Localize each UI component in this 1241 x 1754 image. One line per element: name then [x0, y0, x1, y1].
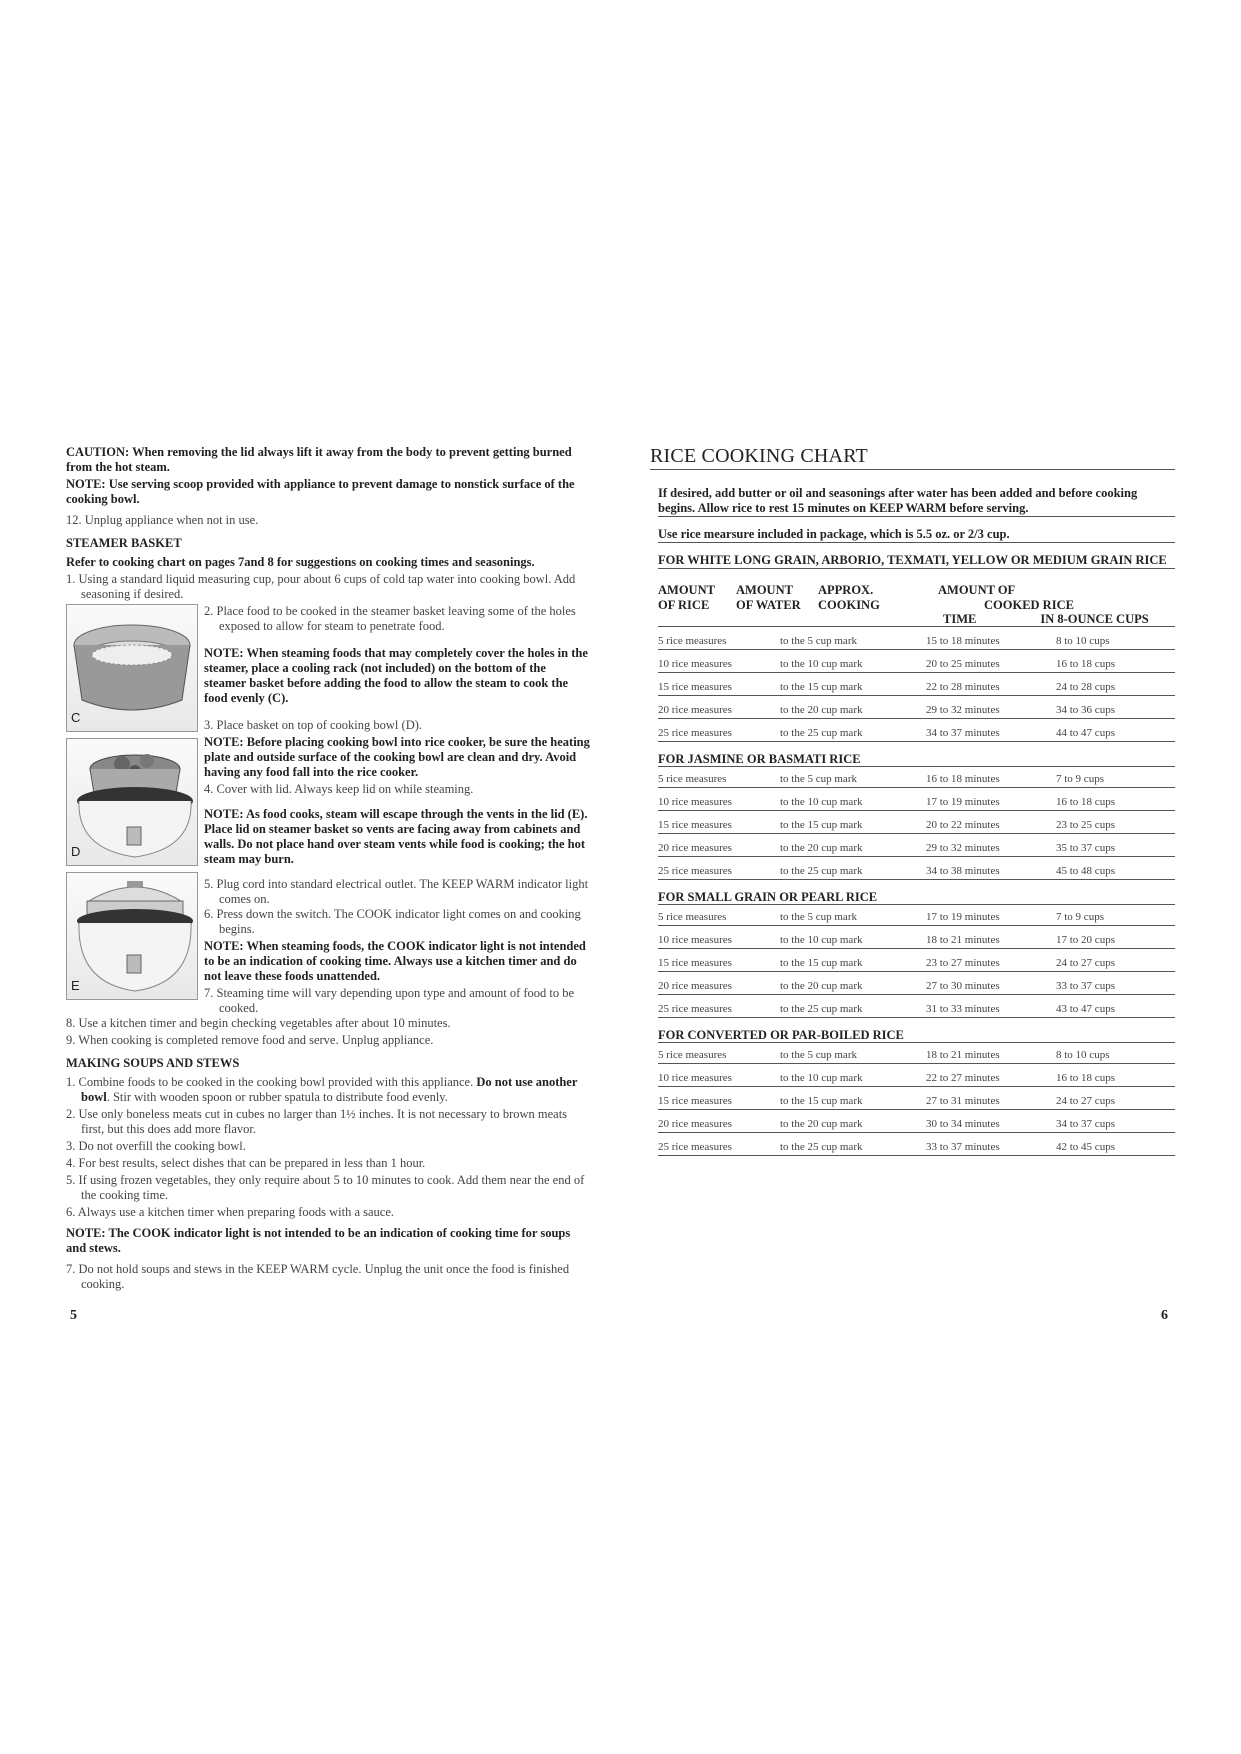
- cooking-time-cell: 17 to 19 minutes: [926, 911, 1000, 923]
- header-amount-rice: [658, 583, 736, 613]
- chart-row: [658, 1093, 1175, 1110]
- cooking-time-cell: 22 to 27 minutes: [926, 1072, 1000, 1084]
- rice-cooker-with-lid-icon: [67, 873, 197, 999]
- page-number-right: 6: [1161, 1308, 1168, 1323]
- chart-header-row: [658, 583, 1175, 613]
- rice-amount-cell: 25 rice measures: [658, 865, 732, 877]
- rice-amount-cell: 10 rice measures: [658, 796, 732, 808]
- figure-side-text: [204, 604, 591, 1016]
- figure-d-label: D: [71, 844, 81, 859]
- cooking-time-cell: 29 to 32 minutes: [926, 842, 1000, 854]
- cooked-rice-cell: 23 to 25 cups: [1056, 819, 1115, 831]
- cooking-time-cell: 34 to 38 minutes: [926, 865, 1000, 877]
- cooking-time-cell: 16 to 18 minutes: [926, 773, 1000, 785]
- cooked-rice-cell: 24 to 28 cups: [1056, 681, 1115, 693]
- figure-e-label: E: [71, 978, 80, 993]
- soups-step-1-c: . Stir with wooden spoon or rubber spatula to distribute food evenly.: [106, 1090, 448, 1104]
- left-page: [66, 445, 591, 1292]
- cooking-time-cell: 17 to 19 minutes: [926, 796, 1000, 808]
- chart-row: [658, 679, 1175, 696]
- rice-amount-cell: 10 rice measures: [658, 658, 732, 670]
- steamer-step-5: 5. Plug cord into standard electrical outlet. The KEEP WARM indicator light comes on.: [204, 877, 589, 906]
- rice-amount-cell: 15 rice measures: [658, 681, 732, 693]
- water-amount-cell: to the 15 cup mark: [780, 681, 863, 693]
- water-amount-cell: to the 25 cup mark: [780, 1141, 863, 1153]
- soups-step-1-b: Do not use another bowl: [81, 1075, 578, 1104]
- cooked-rice-cell: 17 to 20 cups: [1056, 934, 1115, 946]
- chart-row: [658, 1001, 1175, 1018]
- steamer-step-1: 1. Using a standard liquid measuring cup, pour about 6 cups of cold tap water into cooking bowl. Add seasoning if desired.: [66, 572, 576, 601]
- chart-row: [658, 771, 1175, 788]
- steamer-figures-section: [66, 604, 591, 1016]
- caution-text: CAUTION: When removing the lid always lift it away from the body to prevent getting burned from the hot steam.: [66, 445, 572, 474]
- rice-amount-cell: 20 rice measures: [658, 704, 732, 716]
- soups-step-4: 4. For best results, select dishes that can be prepared in less than 1 hour.: [66, 1156, 426, 1170]
- water-amount-cell: to the 20 cup mark: [780, 980, 863, 992]
- water-amount-cell: to the 15 cup mark: [780, 957, 863, 969]
- rice-amount-cell: 5 rice measures: [658, 911, 727, 923]
- cooking-time-cell: 22 to 28 minutes: [926, 681, 1000, 693]
- water-amount-cell: to the 15 cup mark: [780, 1095, 863, 1107]
- note-steam-vents: NOTE: As food cooks, steam will escape through the vents in the lid (E). Place lid on steamer basket so vents are facing away from cabinets and walls. Do not place hand over steam vents while food is cooking; the hot steam may burn.: [204, 807, 588, 866]
- rice-amount-cell: 5 rice measures: [658, 773, 727, 785]
- header-text: AMOUNT OF: [938, 583, 1016, 597]
- soups-step-3: 3. Do not overfill the cooking bowl.: [66, 1139, 246, 1153]
- water-amount-cell: to the 5 cup mark: [780, 635, 857, 647]
- chart-row: [658, 633, 1175, 650]
- header-text: AMOUNT: [736, 583, 793, 597]
- water-amount-cell: to the 20 cup mark: [780, 704, 863, 716]
- cooked-rice-cell: 24 to 27 cups: [1056, 1095, 1115, 1107]
- chart-row: [658, 840, 1175, 857]
- water-amount-cell: to the 5 cup mark: [780, 911, 857, 923]
- chart-category-heading: FOR CONVERTED OR PAR-BOILED RICE: [658, 1028, 1175, 1043]
- note-cooling-rack: NOTE: When steaming foods that may completely cover the holes in the steamer, place a cooling rack (not included) on the bottom of the steamer basket before adding the food to allow the steam to cook the food evenly (C).: [204, 646, 588, 705]
- chart-category-heading: FOR SMALL GRAIN OR PEARL RICE: [658, 890, 1175, 905]
- water-amount-cell: to the 10 cup mark: [780, 934, 863, 946]
- item-12: 12. Unplug appliance when not in use.: [66, 513, 259, 527]
- rice-amount-cell: 5 rice measures: [658, 635, 727, 647]
- chart-groups: [658, 633, 1175, 1156]
- steamer-step-9: 9. When cooking is completed remove food and serve. Unplug appliance.: [66, 1033, 434, 1047]
- cooked-rice-cell: 16 to 18 cups: [1056, 1072, 1115, 1084]
- water-amount-cell: to the 20 cup mark: [780, 842, 863, 854]
- cooked-rice-cell: 16 to 18 cups: [1056, 658, 1115, 670]
- cooking-time-cell: 23 to 27 minutes: [926, 957, 1000, 969]
- header-cooking-time: [818, 583, 938, 613]
- cooking-time-cell: 27 to 30 minutes: [926, 980, 1000, 992]
- chart-row: [658, 863, 1175, 880]
- soups-step-1-a: 1. Combine foods to be cooked in the cooking bowl provided with this appliance.: [66, 1075, 477, 1089]
- rice-amount-cell: 25 rice measures: [658, 1141, 732, 1153]
- cooking-time-cell: 15 to 18 minutes: [926, 635, 1000, 647]
- water-amount-cell: to the 5 cup mark: [780, 1049, 857, 1061]
- rice-amount-cell: 20 rice measures: [658, 842, 732, 854]
- steamer-step-4: 4. Cover with lid. Always keep lid on while steaming.: [204, 782, 474, 796]
- cooked-rice-cell: 34 to 36 cups: [1056, 704, 1115, 716]
- chart-row: [658, 1139, 1175, 1156]
- chart-row: [658, 817, 1175, 834]
- water-amount-cell: to the 5 cup mark: [780, 773, 857, 785]
- water-amount-cell: to the 10 cup mark: [780, 796, 863, 808]
- cooked-rice-cell: 33 to 37 cups: [1056, 980, 1115, 992]
- header-text: OF RICE: [658, 598, 710, 612]
- soups-step-6: 6. Always use a kitchen timer when preparing foods with a sauce.: [66, 1205, 395, 1219]
- soups-heading: MAKING SOUPS AND STEWS: [66, 1056, 240, 1070]
- cooked-rice-cell: 45 to 48 cups: [1056, 865, 1115, 877]
- chart-title: RICE COOKING CHART: [650, 445, 1175, 470]
- cooked-rice-cell: 35 to 37 cups: [1056, 842, 1115, 854]
- figure-column: [66, 604, 204, 1016]
- rice-measure-note: Use rice mearsure included in package, which is 5.5 oz. or 2/3 cup.: [658, 527, 1175, 543]
- rice-amount-cell: 25 rice measures: [658, 1003, 732, 1015]
- chart-row: [658, 1047, 1175, 1064]
- header-text: COOKED RICE: [984, 598, 1074, 612]
- cooking-time-cell: 20 to 22 minutes: [926, 819, 1000, 831]
- header-text: APPROX.: [818, 583, 874, 597]
- chart-body: [658, 486, 1175, 1156]
- rice-cooker-with-basket-icon: [67, 739, 197, 865]
- water-amount-cell: to the 15 cup mark: [780, 819, 863, 831]
- chart-row: [658, 1070, 1175, 1087]
- rice-amount-cell: 15 rice measures: [658, 819, 732, 831]
- header-text: AMOUNT: [658, 583, 715, 597]
- note-soups-indicator: NOTE: The COOK indicator light is not intended to be an indication of cooking time for soups and stews.: [66, 1226, 571, 1255]
- soups-step-1: [66, 1075, 591, 1105]
- chart-row: [658, 794, 1175, 811]
- rice-amount-cell: 15 rice measures: [658, 1095, 732, 1107]
- chart-row: [658, 702, 1175, 719]
- right-page: [650, 445, 1175, 1156]
- header-amount-water: [736, 583, 818, 613]
- chart-row: [658, 656, 1175, 673]
- header-text: OF WATER: [736, 598, 801, 612]
- water-amount-cell: to the 20 cup mark: [780, 1118, 863, 1130]
- soups-step-5: 5. If using frozen vegetables, they only require about 5 to 10 minutes to cook. Add them near the end of the cooking time.: [66, 1173, 585, 1202]
- cooked-rice-cell: 16 to 18 cups: [1056, 796, 1115, 808]
- water-amount-cell: to the 10 cup mark: [780, 1072, 863, 1084]
- cooking-time-cell: 18 to 21 minutes: [926, 934, 1000, 946]
- chart-row: [658, 932, 1175, 949]
- header-time: TIME: [943, 612, 977, 626]
- cooked-rice-cell: 7 to 9 cups: [1056, 911, 1104, 923]
- cooked-rice-cell: 8 to 10 cups: [1056, 1049, 1110, 1061]
- cooked-rice-cell: 8 to 10 cups: [1056, 635, 1110, 647]
- water-amount-cell: to the 25 cup mark: [780, 1003, 863, 1015]
- chart-row: [658, 1116, 1175, 1133]
- cooked-rice-cell: 34 to 37 cups: [1056, 1118, 1115, 1130]
- cooked-rice-cell: 7 to 9 cups: [1056, 773, 1104, 785]
- cooking-time-cell: 33 to 37 minutes: [926, 1141, 1000, 1153]
- cooking-time-cell: 31 to 33 minutes: [926, 1003, 1000, 1015]
- note-serving-scoop: NOTE: Use serving scoop provided with appliance to prevent damage to nonstick surface of the cooking bowl.: [66, 477, 575, 506]
- note-cook-indicator: NOTE: When steaming foods, the COOK indicator light is not intended to be an indication of cooking time. Always use a kitchen timer and do not leave these foods unattended.: [204, 939, 586, 983]
- chart-row: [658, 955, 1175, 972]
- water-amount-cell: to the 25 cup mark: [780, 727, 863, 739]
- rice-amount-cell: 20 rice measures: [658, 1118, 732, 1130]
- figure-c-label: C: [71, 710, 81, 725]
- chart-category-heading: FOR JASMINE OR BASMATI RICE: [658, 752, 1175, 767]
- water-amount-cell: to the 25 cup mark: [780, 865, 863, 877]
- cooking-time-cell: 30 to 34 minutes: [926, 1118, 1000, 1130]
- chart-row: [658, 978, 1175, 995]
- rice-amount-cell: 25 rice measures: [658, 727, 732, 739]
- figure-d-basket-on-bowl: [66, 738, 198, 866]
- steamer-step-7: 7. Steaming time will vary depending upon type and amount of food to be cooked.: [204, 986, 575, 1015]
- cooking-time-cell: 27 to 31 minutes: [926, 1095, 1000, 1107]
- cooking-time-cell: 34 to 37 minutes: [926, 727, 1000, 739]
- header-cups: IN 8-OUNCE CUPS: [1040, 612, 1149, 626]
- steamer-step-8: 8. Use a kitchen timer and begin checking vegetables after about 10 minutes.: [66, 1016, 451, 1030]
- steamer-step-6: 6. Press down the switch. The COOK indicator light comes on and cooking begins.: [204, 907, 581, 936]
- soups-step-7: 7. Do not hold soups and stews in the KEEP WARM cycle. Unplug the unit once the food is finished cooking.: [66, 1262, 570, 1291]
- note-clean-dry: NOTE: Before placing cooking bowl into rice cooker, be sure the heating plate and outside surface of the cooking bowl are clean and dry. Avoid having any food fall into the rice cooker.: [204, 735, 590, 779]
- soups-step-2: 2. Use only boneless meats cut in cubes no larger than 1½ inches. It is not necessary to brown meats first, but this does add more flavor.: [66, 1107, 568, 1136]
- chart-intro: If desired, add butter or oil and seasonings after water has been added and before cooking begins. Allow rice to rest 15 minutes on KEEP WARM before serving.: [658, 486, 1175, 517]
- steamer-step-3: 3. Place basket on top of cooking bowl (D).: [204, 718, 423, 732]
- figure-e-lid-on-basket: [66, 872, 198, 1000]
- water-amount-cell: to the 10 cup mark: [780, 658, 863, 670]
- steamer-heading: STEAMER BASKET: [66, 536, 182, 550]
- steamer-step-2: 2. Place food to be cooked in the steamer basket leaving some of the holes exposed to allow for steam to penetrate food.: [204, 604, 576, 633]
- steamer-intro: Refer to cooking chart on pages 7and 8 for suggestions on cooking times and seasonings.: [66, 555, 535, 569]
- cooking-time-cell: 20 to 25 minutes: [926, 658, 1000, 670]
- header-cooked-rice: [938, 583, 1174, 613]
- chart-row: [658, 725, 1175, 742]
- figure-c-steamer-basket: [66, 604, 198, 732]
- cooked-rice-cell: 24 to 27 cups: [1056, 957, 1115, 969]
- chart-header-row-2: [658, 613, 1175, 627]
- rice-amount-cell: 5 rice measures: [658, 1049, 727, 1061]
- steamer-basket-icon: [67, 605, 197, 731]
- page-number-left: 5: [70, 1308, 77, 1323]
- rice-amount-cell: 15 rice measures: [658, 957, 732, 969]
- cooking-time-cell: 29 to 32 minutes: [926, 704, 1000, 716]
- cooked-rice-cell: 43 to 47 cups: [1056, 1003, 1115, 1015]
- chart-row: [658, 909, 1175, 926]
- cooking-time-cell: 18 to 21 minutes: [926, 1049, 1000, 1061]
- header-text: COOKING: [818, 598, 880, 612]
- rice-amount-cell: 20 rice measures: [658, 980, 732, 992]
- cooked-rice-cell: 44 to 47 cups: [1056, 727, 1115, 739]
- white-rice-heading: FOR WHITE LONG GRAIN, ARBORIO, TEXMATI, YELLOW OR MEDIUM GRAIN RICE: [658, 553, 1175, 569]
- rice-amount-cell: 10 rice measures: [658, 934, 732, 946]
- rice-amount-cell: 10 rice measures: [658, 1072, 732, 1084]
- cooked-rice-cell: 42 to 45 cups: [1056, 1141, 1115, 1153]
